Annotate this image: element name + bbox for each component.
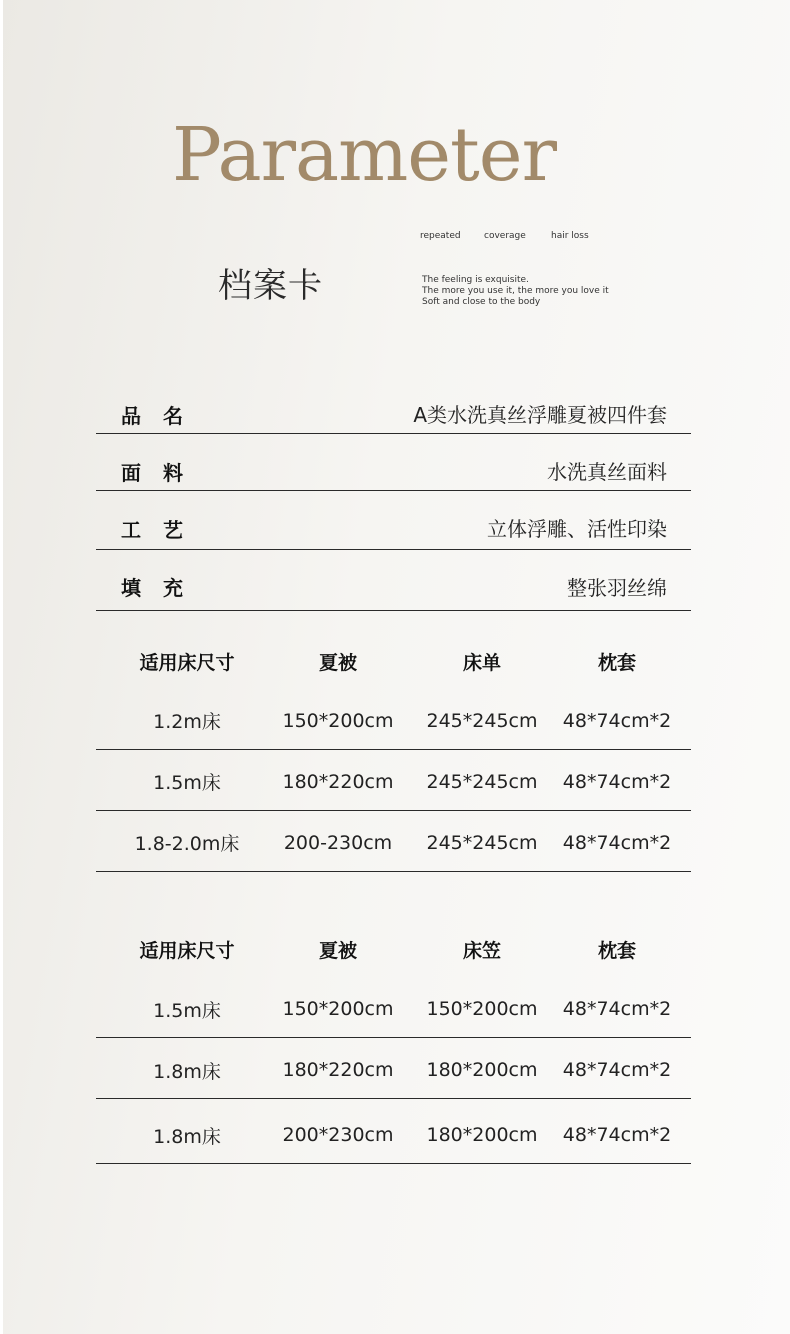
table-cell: 150*200cm: [282, 998, 394, 1020]
page-subtitle: 档案卡: [218, 266, 323, 306]
table-row: [96, 750, 691, 811]
info-value: 立体浮雕、活性印染: [487, 517, 667, 541]
info-row-fabric: [96, 434, 691, 491]
info-value: A类水洗真丝浮雕夏被四件套: [413, 403, 667, 427]
table-row: [96, 690, 691, 750]
table-cell: 48*74cm*2: [562, 832, 672, 854]
table-cell: 1.5m床: [153, 772, 221, 794]
header-cell: 夏被: [318, 652, 357, 674]
table-cell: 1.5m床: [153, 1000, 221, 1022]
tag-repeated: repeated: [420, 231, 461, 241]
table-cell: 150*200cm: [282, 710, 394, 732]
info-label: 品名: [121, 404, 205, 428]
table-cell: 180*220cm: [282, 771, 394, 793]
table-cell: 180*200cm: [426, 1124, 538, 1146]
header-cell: 床笠: [462, 940, 501, 962]
tag-coverage: coverage: [484, 231, 526, 241]
header-cell: 适用床尺寸: [139, 652, 235, 674]
table-row: [96, 811, 691, 872]
table-cell: 245*245cm: [426, 710, 538, 732]
table-header: [96, 936, 691, 976]
info-label: 工艺: [121, 518, 205, 542]
table-cell: 48*74cm*2: [562, 771, 672, 793]
table-row: [96, 976, 691, 1038]
table-header: [96, 648, 691, 688]
info-label: 面料: [121, 461, 205, 485]
info-row-craft: [96, 491, 691, 550]
table-cell: 180*200cm: [426, 1059, 538, 1081]
description-line: The more you use it, the more you love it: [422, 286, 609, 296]
table-cell: 200-230cm: [283, 832, 393, 854]
table-cell: 150*200cm: [426, 998, 538, 1020]
table-cell: 1.2m床: [153, 711, 221, 733]
info-value: 整张羽丝绵: [567, 576, 667, 600]
info-row-name: [96, 392, 691, 434]
table-cell: 1.8m床: [153, 1126, 221, 1148]
table-cell: 48*74cm*2: [562, 1059, 672, 1081]
description-block: [422, 275, 609, 308]
info-label: 填充: [121, 576, 205, 600]
tag-hair-loss: hair loss: [551, 231, 589, 241]
info-value: 水洗真丝面料: [547, 460, 667, 484]
table-row: [96, 1038, 691, 1099]
header-cell: 床单: [462, 652, 501, 674]
header-cell: 适用床尺寸: [139, 940, 235, 962]
left-edge-strip: [0, 0, 3, 1334]
description-line: The feeling is exquisite.: [422, 275, 529, 285]
header-cell: 枕套: [597, 940, 636, 962]
table-cell: 245*245cm: [426, 771, 538, 793]
header-cell: 枕套: [597, 652, 636, 674]
table-cell: 1.8-2.0m床: [134, 833, 240, 855]
table-cell: 48*74cm*2: [562, 1124, 672, 1146]
page-title: Parameter: [172, 112, 556, 198]
info-row-filling: [96, 550, 691, 611]
table-cell: 1.8m床: [153, 1061, 221, 1083]
header-cell: 夏被: [318, 940, 357, 962]
table-cell: 180*220cm: [282, 1059, 394, 1081]
table-cell: 245*245cm: [426, 832, 538, 854]
table-cell: 48*74cm*2: [562, 710, 672, 732]
description-line: Soft and close to the body: [422, 297, 541, 307]
table-cell: 48*74cm*2: [562, 998, 672, 1020]
table-cell: 200*230cm: [282, 1124, 394, 1146]
table-row: [96, 1099, 691, 1164]
